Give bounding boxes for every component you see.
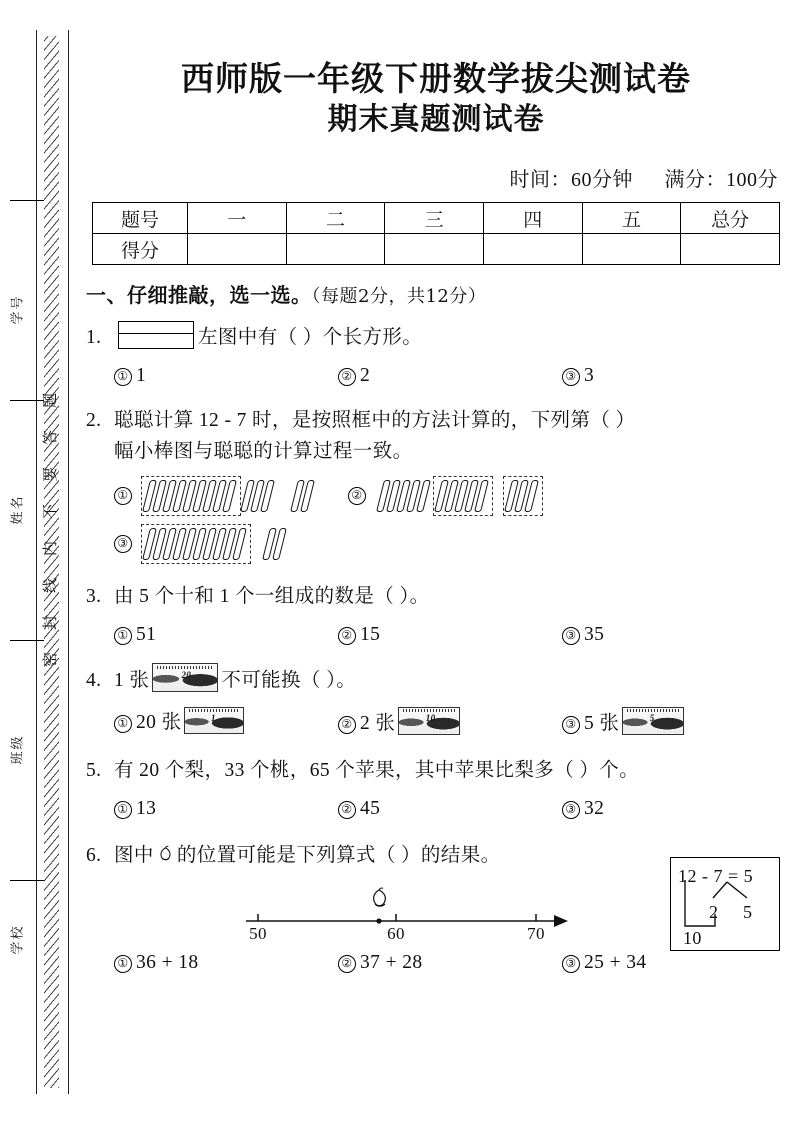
option-mark-icon: ② [348,487,366,505]
seal-char-7: 密 [43,651,60,668]
option-mark-icon: ① [114,487,132,505]
option-text: 13 [136,797,157,819]
question-3 [86,581,786,650]
option-text: 36 + 18 [136,952,199,974]
score-cell-4[interactable] [483,234,582,265]
section-1-points: （每题2分，共12分） [311,286,487,308]
question-2-line-2: 幅小棒图与聪聪的计算过程一致。 [114,440,413,462]
question-6-text-before: 图中 [114,845,154,867]
banknote-10-icon [398,707,460,735]
question-3-number: 3. [86,585,102,607]
rectangle-split-icon [118,321,194,349]
seal-char-2: 要 [43,466,60,483]
option-text: 15 [360,624,381,646]
banknote-denomination: 1 [211,713,216,724]
option-6-1[interactable] [114,947,338,978]
margin-field-xingming: 姓名 [9,494,25,525]
option-mark-icon: ③ [562,368,580,386]
option-1-3[interactable] [562,360,786,391]
stick-option-2[interactable] [348,477,572,515]
question-5-number: 5. [86,759,102,781]
question-6-options [86,947,786,978]
banknote-1-icon [184,707,244,734]
option-count: 20 张 [136,711,182,733]
option-text: 1 [136,365,147,387]
option-4-3[interactable] [562,707,786,739]
score-cell-3[interactable] [385,234,484,265]
page-subtitle: 期末真题测试卷 [327,102,545,138]
question-4-text-before: 1 张 [114,670,150,692]
option-mark-icon: ② [338,716,356,734]
question-1-options [86,360,786,391]
question-2-stick-options-row-2 [86,525,786,563]
option-mark-icon: ② [338,955,356,973]
stick-bundle-loose [290,477,318,515]
stick-bundle-loose [262,525,290,563]
stick-bundle-tied [142,525,250,563]
question-6-number: 6. [86,845,102,867]
stick-bundle-tied [504,477,542,515]
question-5 [86,755,786,824]
question-4-text-after: 不可能换（ ）。 [221,670,357,692]
option-3-3[interactable] [562,619,786,650]
stick-option-3[interactable] [114,525,320,563]
section-1-heading [86,279,786,308]
option-text: 2 [360,365,371,387]
exam-total-label: 满分：100分 [664,169,778,192]
margin-field-xuehao: 学号 [9,294,25,325]
question-6-text-after: 的位置可能是下列算式（ ）的结果。 [176,845,501,867]
option-1-1[interactable] [114,360,338,391]
stick-option-1[interactable] [114,477,348,515]
option-4-1[interactable] [114,707,338,739]
table-row-header [93,203,780,234]
option-3-2[interactable] [338,619,562,650]
score-header-2: 二 [286,203,385,234]
question-2-line-1 [86,405,786,436]
exam-sheet [86,0,786,1122]
banknote-denomination: 5 [649,713,655,724]
question-5-options [86,793,786,824]
question-3-text: 由 5 个十和 1 个一组成的数是（ ）。 [114,585,430,607]
option-text: 37 + 28 [360,952,423,974]
margin-rule-xuehao [10,200,44,201]
stick-bundle-group [142,477,318,515]
question-4-number: 4. [86,670,102,692]
seal-char-5: 线 [43,577,60,594]
method-part-10: 10 [683,927,702,948]
question-5-stem [86,755,786,786]
question-3-options [86,619,786,650]
option-mark-icon: ③ [562,627,580,645]
option-5-1[interactable] [114,793,338,824]
page-title: 西师版一年级下册数学拔尖测试卷 [181,59,691,98]
seal-char-3: 不 [43,503,60,520]
exam-time-label: 时间：60分钟 [509,169,633,192]
stick-bundle-tied [142,477,240,515]
banknote-denomination: 10 [425,713,436,724]
score-header-6: 总分 [681,203,780,234]
option-1-2[interactable] [338,360,562,391]
option-text: 32 [584,797,605,819]
score-cell-6[interactable] [681,234,780,265]
option-mark-icon: ① [114,955,132,973]
option-text: 35 [584,624,605,646]
option-mark-icon: ③ [562,801,580,819]
option-count: 2 张 [360,712,396,734]
exam-meta [86,163,786,192]
question-1-stem [86,321,786,353]
margin-rule-xingming [10,400,44,401]
score-header-4: 四 [483,203,582,234]
option-mark-icon: ③ [562,716,580,734]
question-4 [86,663,786,738]
score-cell-2[interactable] [286,234,385,265]
method-equation: 12 - 7 = 5 [678,865,754,886]
score-cell-5[interactable] [582,234,681,265]
option-count: 5 张 [584,712,620,734]
score-header-3: 三 [385,203,484,234]
question-4-options [86,707,786,739]
sealing-margin [0,0,80,1122]
option-6-2[interactable] [338,947,562,978]
option-mark-icon: ③ [562,955,580,973]
option-mark-icon: ① [114,801,132,819]
banknote-20-icon [152,663,218,692]
banknote-5-icon [622,707,684,735]
option-mark-icon: ① [114,368,132,386]
margin-rule-xuexiao [10,880,44,881]
margin-field-banji: 班级 [9,734,25,765]
option-5-2[interactable] [338,793,562,824]
seal-band-line-right [68,30,69,1094]
question-1-text: 左图中有（ ）个长方形。 [198,327,423,349]
margin-field-xuexiao: 学校 [9,924,25,955]
stick-bundle-group [142,525,290,563]
option-text: 25 + 34 [584,952,647,974]
score-header-1: 一 [188,203,287,234]
seal-char-1: 答 [43,429,60,446]
question-2-stick-options-row-1 [86,477,786,515]
stick-bundle-loose [240,477,278,515]
option-mark-icon: ① [114,715,132,733]
score-table [92,202,780,265]
method-part-2: 2 [709,901,719,922]
question-1-number: 1. [86,327,102,349]
stick-bundle-tied [434,477,492,515]
table-row [93,234,780,265]
question-3-stem [86,581,786,612]
score-cell-1[interactable] [188,234,287,265]
option-mark-icon: ② [338,368,356,386]
seal-phrase-column [40,260,64,800]
method-part-5: 5 [743,901,753,922]
peach-icon [156,844,175,864]
stick-bundle-loose [376,477,434,515]
option-5-3[interactable] [562,793,786,824]
question-4-stem [86,663,786,696]
margin-rule-banji [10,640,44,641]
numberline-tick-60: 60 [387,924,405,944]
numberline-tick-70: 70 [527,924,545,944]
question-2-text-1: 聪聪计算 12 - 7 时，是按照框中的方法计算的，下列第（ ） [114,409,636,431]
option-text: 51 [136,624,157,646]
seal-char-6: 封 [43,614,60,631]
option-text: 3 [584,365,595,387]
number-line-figure [86,877,786,943]
question-5-text: 有 20 个梨，33 个桃，65 个苹果，其中苹果比梨多（ ）个。 [114,759,640,781]
score-row-label: 得分 [93,234,188,265]
question-2-number: 2. [86,409,102,431]
score-header-0: 题号 [93,203,188,234]
seal-char-4: 内 [43,540,60,557]
score-header-5: 五 [582,203,681,234]
option-mark-icon: ① [114,627,132,645]
option-text: 45 [360,797,381,819]
option-mark-icon: ③ [114,535,132,553]
option-mark-icon: ② [338,801,356,819]
banknote-denomination: 20 [181,670,192,681]
stick-bundle-group [376,477,542,515]
seal-band-line-left [36,30,37,1094]
question-1 [86,321,786,391]
option-4-2[interactable] [338,707,562,739]
numberline-tick-50: 50 [249,924,267,944]
option-3-1[interactable] [114,619,338,650]
option-mark-icon: ② [338,627,356,645]
seal-char-0: 题 [43,392,60,409]
option-6-3[interactable] [562,947,786,978]
title-block [86,0,786,139]
section-1-title: 一、仔细推敲，选一选。 [86,283,312,308]
